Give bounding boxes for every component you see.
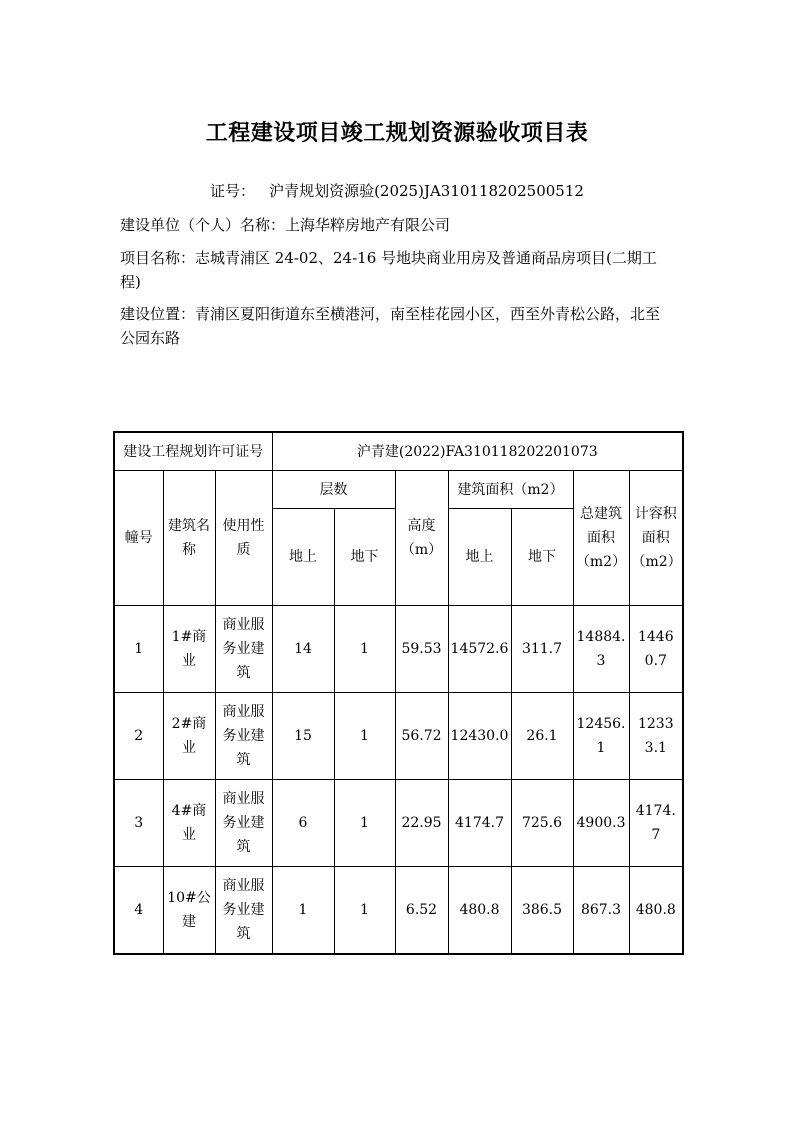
table-row (114, 693, 683, 780)
header-row-1 (114, 471, 683, 509)
certificate-number: 沪青规划资源验(2025)JA310118202500512 (269, 182, 584, 200)
page-title: 工程建设项目竣工规划资源验收项目表 (205, 120, 589, 146)
cell-use: 商业服务业建筑 (215, 606, 272, 693)
table-row (114, 867, 683, 955)
header-total-area: 总建筑面积（m2） (573, 471, 629, 606)
header-name: 建筑名称 (163, 471, 215, 606)
cell-total-area: 12456.1 (573, 693, 629, 780)
cell-far-area: 12333.1 (629, 693, 683, 780)
cell-far-area: 480.8 (629, 867, 683, 955)
acceptance-table (113, 431, 684, 955)
cell-total-area: 14884.3 (573, 606, 629, 693)
cell-use: 商业服务业建筑 (215, 693, 272, 780)
cell-area-below: 386.5 (511, 867, 573, 955)
cell-floors-above: 14 (272, 606, 334, 693)
cell-seq: 3 (114, 780, 163, 867)
cell-name: 4#商业 (163, 780, 215, 867)
cell-use: 商业服务业建筑 (215, 867, 272, 955)
permit-row (114, 432, 683, 471)
cell-name: 10#公建 (163, 867, 215, 955)
header-area-below: 地下 (511, 509, 573, 606)
header-floors: 层数 (272, 471, 395, 509)
table-row (114, 606, 683, 693)
header-seq: 幢号 (114, 471, 163, 606)
cell-total-area: 867.3 (573, 867, 629, 955)
permit-number: 沪青建(2022)FA310118202201073 (272, 432, 683, 471)
header-far-area: 计容积面积（m2） (629, 471, 683, 606)
cell-floors-above: 15 (272, 693, 334, 780)
cell-far-area: 4174.7 (629, 780, 683, 867)
cell-area-above: 14572.6 (448, 606, 511, 693)
cell-height: 59.53 (395, 606, 448, 693)
cell-area-above: 480.8 (448, 867, 511, 955)
cell-seq: 4 (114, 867, 163, 955)
cell-name: 2#商业 (163, 693, 215, 780)
cell-total-area: 4900.3 (573, 780, 629, 867)
construction-unit: 建设单位（个人）名称：上海华粹房地产有限公司 (120, 216, 451, 234)
certificate-label: 证号： (210, 182, 256, 200)
construction-location: 建设位置：青浦区夏阳街道东至横港河，南至桂花园小区，西至外青松公路，北至公园东路 (120, 305, 661, 347)
cell-height: 22.95 (395, 780, 448, 867)
cell-seq: 1 (114, 606, 163, 693)
cell-area-above: 12430.0 (448, 693, 511, 780)
header-area-above: 地上 (448, 509, 511, 606)
header-use: 使用性质 (215, 471, 272, 606)
cell-height: 6.52 (395, 867, 448, 955)
cell-floors-above: 6 (272, 780, 334, 867)
cell-floors-below: 1 (334, 693, 395, 780)
header-floors-below: 地下 (334, 509, 395, 606)
cell-floors-above: 1 (272, 867, 334, 955)
cell-floors-below: 1 (334, 606, 395, 693)
cell-area-below: 26.1 (511, 693, 573, 780)
cell-far-area: 14460.7 (629, 606, 683, 693)
permit-label: 建设工程规划许可证号 (114, 432, 272, 471)
header-height: 高度（m） (395, 471, 448, 606)
cell-floors-below: 1 (334, 867, 395, 955)
cell-height: 56.72 (395, 693, 448, 780)
project-name: 项目名称：志城青浦区 24-02、24-16 号地块商业用房及普通商品房项目(二期工程) (120, 249, 657, 291)
table-row (114, 780, 683, 867)
cell-floors-below: 1 (334, 780, 395, 867)
cell-name: 1#商业 (163, 606, 215, 693)
cell-area-below: 311.7 (511, 606, 573, 693)
header-area: 建筑面积（m2） (448, 471, 573, 509)
cell-use: 商业服务业建筑 (215, 780, 272, 867)
certificate-line (0, 180, 794, 201)
header-floors-above: 地上 (272, 509, 334, 606)
cell-area-below: 725.6 (511, 780, 573, 867)
cell-seq: 2 (114, 693, 163, 780)
cell-area-above: 4174.7 (448, 780, 511, 867)
